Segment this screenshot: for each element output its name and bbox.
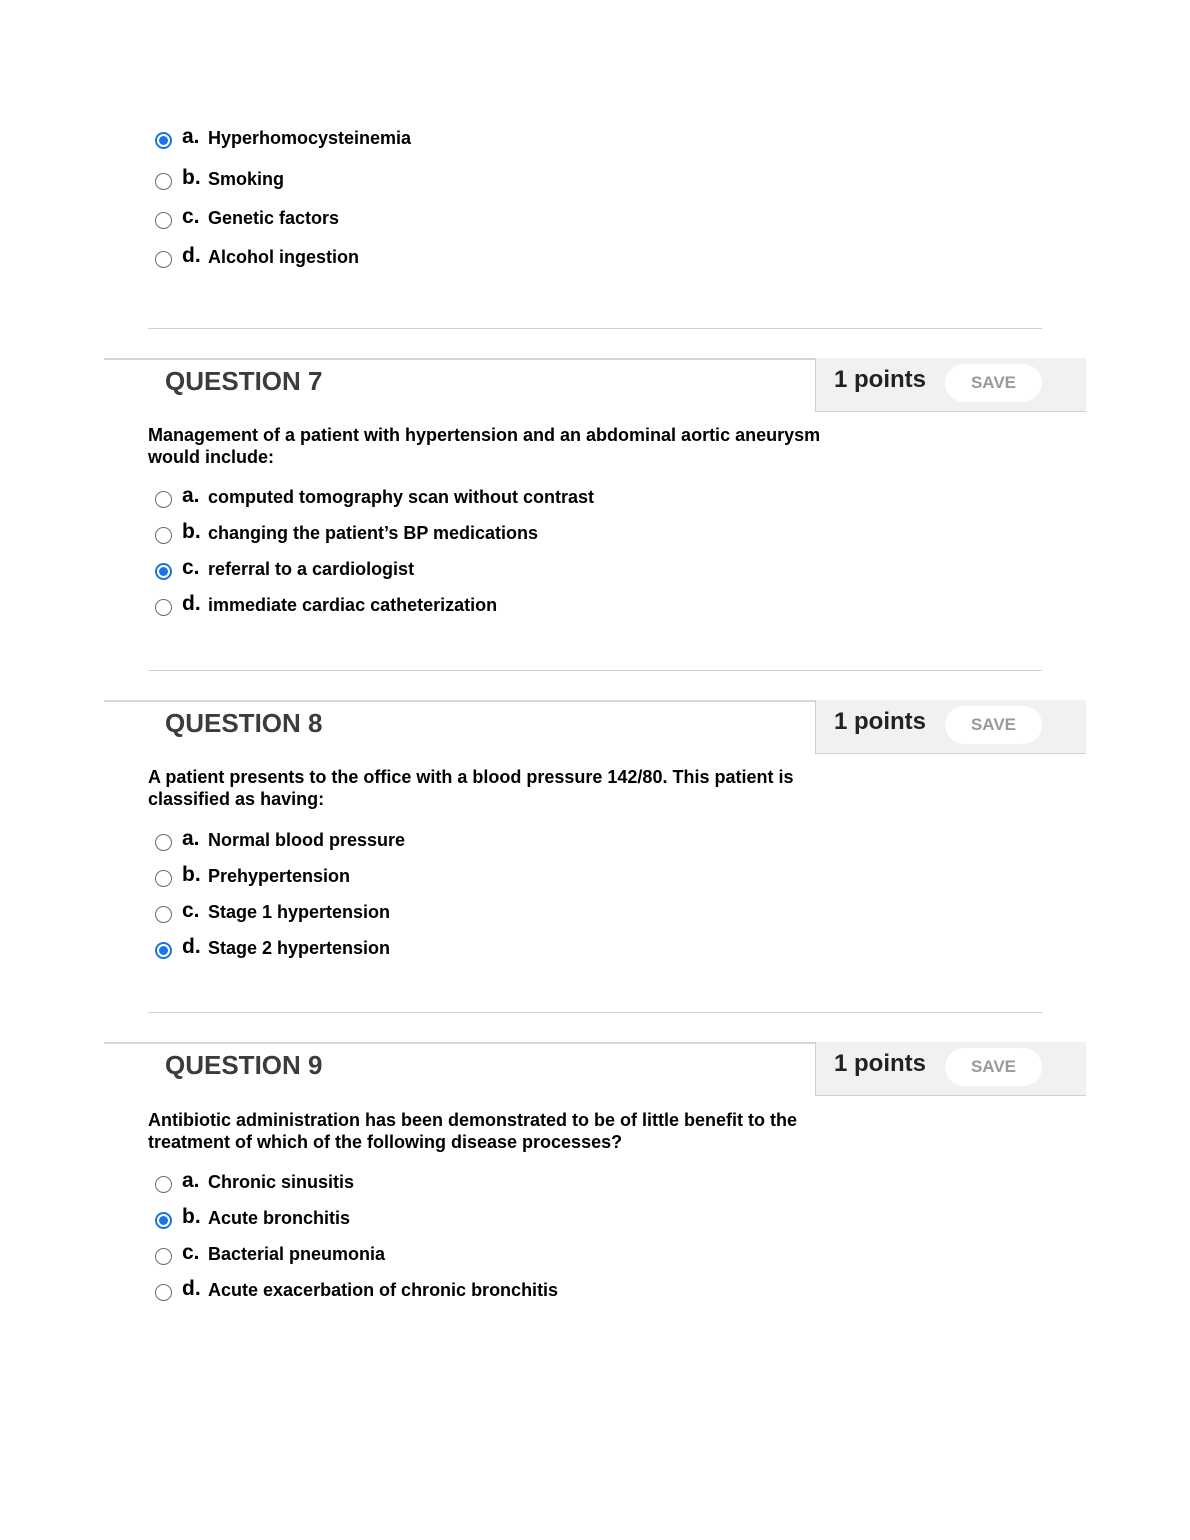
question-text: A patient presents to the office with a blood pressure 142/80. This patient is classified as having: <box>148 767 794 809</box>
divider <box>148 1012 1042 1013</box>
option-text: Acute exacerbation of chronic bronchitis <box>208 1280 559 1300</box>
answer-options <box>155 1169 855 1313</box>
option-letter: c. <box>182 556 200 579</box>
option-text: immediate cardiac catheterization <box>208 595 498 615</box>
radio-button[interactable] <box>155 212 172 229</box>
option-text: Genetic factors <box>208 208 340 228</box>
option-text: computed tomography scan without contrast <box>208 487 595 507</box>
option-b[interactable] <box>155 863 855 899</box>
option-letter: d. <box>182 935 201 958</box>
question-header <box>104 358 1086 414</box>
option-d[interactable] <box>155 935 855 971</box>
question-text: Antibiotic administration has been demonstrated to be of little benefit to the treatment of which of the following disease processes? <box>148 1110 798 1152</box>
radio-button[interactable] <box>155 870 172 887</box>
radio-button[interactable] <box>155 1248 172 1265</box>
question-title: QUESTION 7 <box>165 366 323 396</box>
option-letter: d. <box>182 244 201 267</box>
option-letter: d. <box>182 592 201 615</box>
option-letter: c. <box>182 205 200 228</box>
option-text: Bacterial pneumonia <box>208 1244 386 1264</box>
radio-button[interactable] <box>155 834 172 851</box>
option-text: Smoking <box>208 169 285 189</box>
option-a[interactable] <box>155 125 855 166</box>
divider <box>148 328 1042 329</box>
radio-button[interactable] <box>155 599 172 616</box>
option-letter: c. <box>182 1241 200 1264</box>
option-letter: a. <box>182 125 200 148</box>
question-header <box>104 1042 1086 1098</box>
option-text: Chronic sinusitis <box>208 1172 355 1192</box>
option-b[interactable] <box>155 520 855 556</box>
radio-button[interactable] <box>155 1284 172 1301</box>
option-text: Normal blood pressure <box>208 830 406 850</box>
points-panel <box>815 700 1086 754</box>
answer-options <box>155 827 855 971</box>
option-b[interactable] <box>155 166 855 205</box>
question-title: QUESTION 9 <box>165 1050 323 1080</box>
option-text: Acute bronchitis <box>208 1208 351 1228</box>
radio-button[interactable] <box>155 251 172 268</box>
option-letter: a. <box>182 484 200 507</box>
radio-button[interactable] <box>155 173 172 190</box>
option-a[interactable] <box>155 484 855 520</box>
radio-button[interactable] <box>155 1212 172 1229</box>
radio-button[interactable] <box>155 906 172 923</box>
save-button[interactable]: SAVE <box>945 706 1042 744</box>
option-c[interactable] <box>155 556 855 592</box>
option-text: Stage 1 hypertension <box>208 902 391 922</box>
option-d[interactable] <box>155 244 855 280</box>
points-label: 1 points <box>834 1050 927 1077</box>
option-text: Stage 2 hypertension <box>208 938 391 958</box>
question-title: QUESTION 8 <box>165 708 323 738</box>
option-c[interactable] <box>155 1241 855 1277</box>
option-d[interactable] <box>155 592 855 628</box>
option-b[interactable] <box>155 1205 855 1241</box>
radio-button[interactable] <box>155 132 172 149</box>
option-text: Hyperhomocysteinemia <box>208 128 412 148</box>
divider <box>148 670 1042 671</box>
points-panel <box>815 1042 1086 1096</box>
option-letter: b. <box>182 1205 201 1228</box>
option-letter: b. <box>182 520 201 543</box>
option-letter: d. <box>182 1277 201 1300</box>
option-c[interactable] <box>155 899 855 935</box>
points-label: 1 points <box>834 708 927 735</box>
question-header <box>104 700 1086 756</box>
option-text: changing the patient’s BP medications <box>208 523 539 543</box>
option-d[interactable] <box>155 1277 855 1313</box>
save-button[interactable]: SAVE <box>945 364 1042 402</box>
option-text: Prehypertension <box>208 866 351 886</box>
previous-question-options <box>155 125 855 280</box>
option-c[interactable] <box>155 205 855 244</box>
save-button[interactable]: SAVE <box>945 1048 1042 1086</box>
option-letter: b. <box>182 863 201 886</box>
option-a[interactable] <box>155 827 855 863</box>
radio-button[interactable] <box>155 491 172 508</box>
option-text: referral to a cardiologist <box>208 559 415 579</box>
option-letter: b. <box>182 166 201 189</box>
points-label: 1 points <box>834 366 927 393</box>
option-letter: c. <box>182 899 200 922</box>
question-text: Management of a patient with hypertension and an abdominal aortic aneurysm would include: <box>148 425 821 467</box>
radio-button[interactable] <box>155 1176 172 1193</box>
option-letter: a. <box>182 1169 200 1192</box>
option-text: Alcohol ingestion <box>208 247 359 267</box>
radio-button[interactable] <box>155 563 172 580</box>
points-panel <box>815 358 1086 412</box>
radio-button[interactable] <box>155 527 172 544</box>
answer-options <box>155 484 855 628</box>
option-letter: a. <box>182 827 200 850</box>
option-a[interactable] <box>155 1169 855 1205</box>
radio-button[interactable] <box>155 942 172 959</box>
